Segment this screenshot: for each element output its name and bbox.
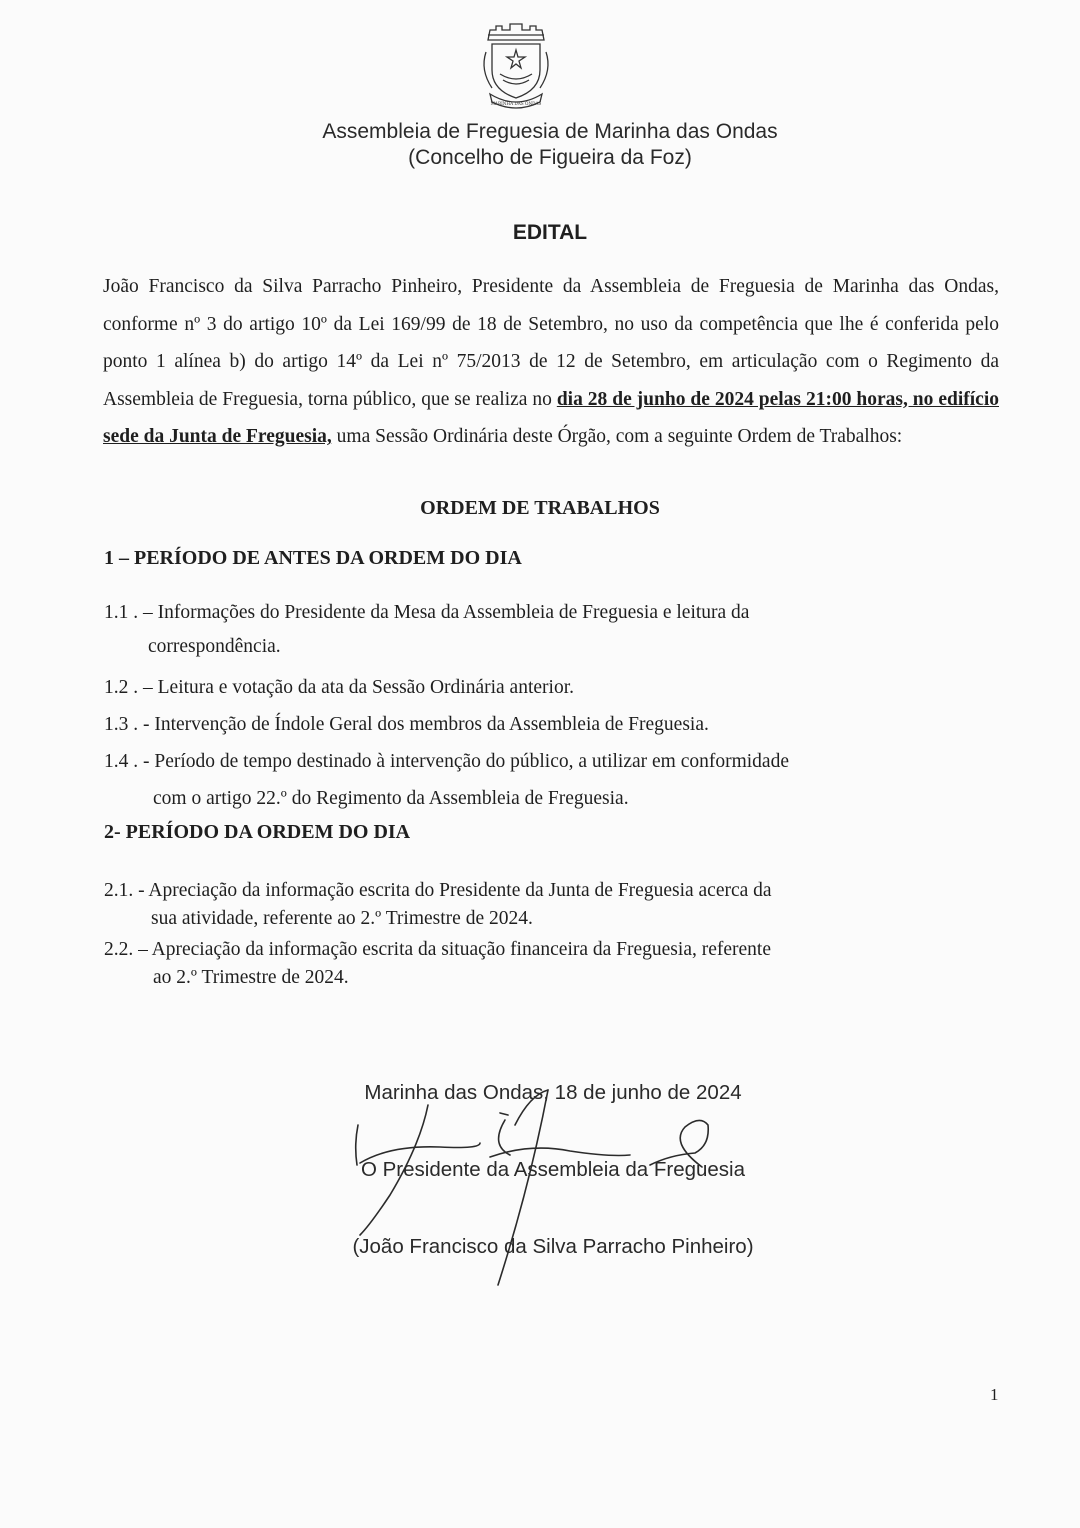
agenda-item-1-4 [104,745,984,816]
section-2-heading: 2- PERÍODO DA ORDEM DO DIA [104,821,411,843]
agenda-item-continuation: com o artigo 22.º do Regimento da Assembleia de Freguesia. [153,788,629,809]
agenda-title: ORDEM DE TRABALHOS [420,497,660,519]
agenda-item-line: 1.2 . – Leitura e votação da ata da Sessão Ordinária anterior. [104,677,574,698]
intro-paragraph [103,268,999,456]
meeting-date-emphasis: dia 28 de junho de 2024 pelas 21:00 horas, no edifício sede da Junta de Freguesia, [103,388,999,448]
agenda-item-line: 2.1. - Apreciação da informação escrita do Presidente da Junta de Freguesia acerca da [104,880,772,901]
signatory-name: (João Francisco da Silva Parracho Pinheiro) [352,1235,754,1258]
agenda-item-line: 1.3 . - Intervenção de Índole Geral dos membros da Assembleia de Freguesia. [104,714,709,735]
agenda-item-1-3 [104,708,904,742]
intro-text-after: uma Sessão Ordinária deste Órgão, com a seguinte Ordem de Trabalhos: [331,426,903,448]
municipal-seal-icon [470,18,562,110]
place-and-date: Marinha das Ondas, 18 de junho de 2024 [364,1081,742,1104]
signatory-role: O Presidente da Assembleia da Freguesia [360,1158,746,1181]
agenda-item-1-2 [104,671,904,705]
handwritten-signature [330,1085,750,1295]
agenda-item-line: 1.4 . - Período de tempo destinado à intervenção do público, a utilizar em conformidade [104,751,789,772]
agenda-item-line: 1.1 . – Informações do Presidente da Mesa da Assembleia de Freguesia e leitura da [104,602,750,623]
agenda-item-continuation: ao 2.º Trimestre de 2024. [153,967,349,988]
intro-text-before: João Francisco da Silva Parracho Pinheiro, Presidente da Assembleia de Freguesia de Marinha das Ondas, conforme nº 3 do artigo 10º da Lei 169/99 de 18 de Setembro, no uso da competência que lhe é conferida pelo ponto 1 alínea b) do artigo 14º da Lei nº 75/2013 de 12 de Setembro, em articulação com o Regimento da Assembleia de Freguesia, torna público, que se realiza no [103,276,999,410]
agenda-item-1-1 [104,596,904,664]
header-assembly-name: Assembleia de Freguesia de Marinha das Ondas [322,120,778,143]
seal-ribbon-text: MARINHA DAS ONDAS [490,101,542,106]
page-number: 1 [990,1385,999,1404]
agenda-item-continuation: correspondência. [148,636,281,657]
agenda-item-2-1 [104,877,904,933]
agenda-item-continuation: sua atividade, referente ao 2.º Trimestre de 2024. [151,908,533,929]
agenda-item-2-2 [104,936,904,992]
agenda-item-line: 2.2. – Apreciação da informação escrita da situação financeira da Freguesia, referente [104,939,771,960]
section-1-heading: 1 – PERÍODO DE ANTES DA ORDEM DO DIA [104,547,522,569]
header-council-name: (Concelho de Figueira da Foz) [408,146,692,169]
document-title: EDITAL [512,221,588,244]
